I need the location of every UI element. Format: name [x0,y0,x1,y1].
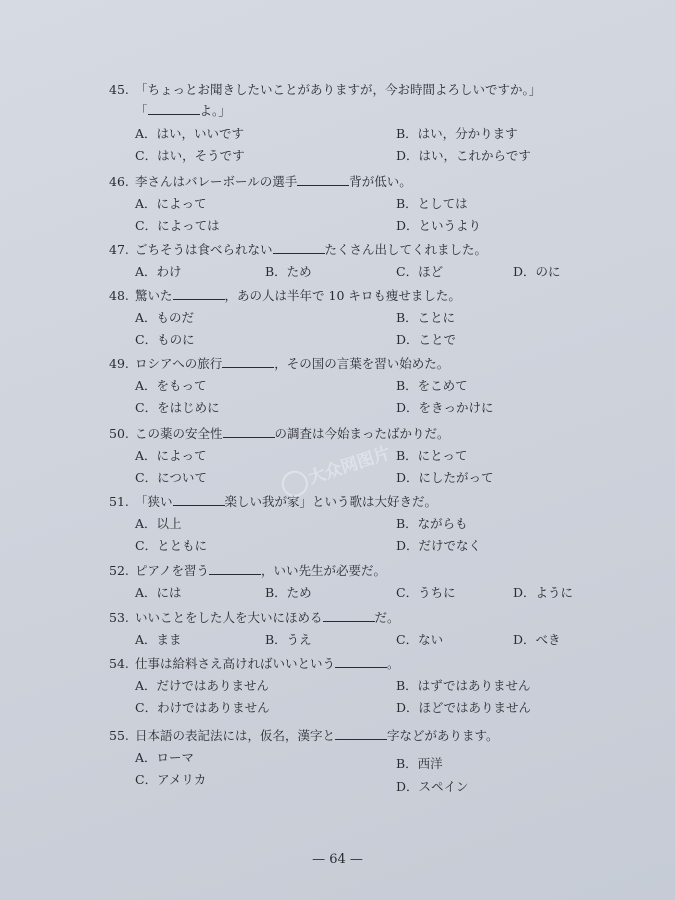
question-54 [109,654,645,718]
option-c: C．はい，そうです [135,148,245,163]
option-c: C．うちに [396,585,456,600]
answer-blank [209,562,261,575]
question-number: 53. [109,610,129,625]
answer-blank [223,425,275,438]
option-c: C．ない [396,632,444,647]
question-49 [109,354,645,418]
option-a: A．まま [135,632,182,647]
options-row [109,306,645,328]
option-d: D．にしたがって [396,470,494,485]
question-number: 54. [109,656,129,671]
question-stem-continuation: 「 よ。」 [135,103,231,118]
question-stem: 50. この薬の安全性 の調査は今始まったばかりだ。 [109,424,645,444]
options-row [109,122,645,144]
answer-blank [323,609,375,622]
question-45 [109,80,645,166]
question-47 [109,240,645,282]
option-b: B．ため [265,585,312,600]
option-c: C．ものに [135,332,195,347]
question-55 [109,726,645,794]
option-d: D．のに [513,264,561,279]
options-row [109,696,645,718]
option-a: A．ローマ [135,750,195,765]
option-c: C．について [135,470,207,485]
option-b: B．ながらも [396,516,468,531]
question-number: 46. [109,174,129,189]
option-c: C．アメリカ [135,772,207,787]
option-b: B．ため [265,264,312,279]
option-a: A．をもって [135,378,207,393]
option-b: B．にとって [396,448,468,463]
question-stem: 48. 驚いた ，あの人は半年で 10 キロも痩せました。 [109,286,645,306]
options-row [109,396,645,418]
option-d: D．はい，これからです [396,148,531,163]
question-number: 48. [109,288,129,303]
option-a: A．以上 [135,516,182,531]
option-b: B．うえ [265,632,312,647]
question-number: 51. [109,494,129,509]
question-stem: 46. 李さんはバレーボールの選手 背が低い。 [109,172,645,192]
question-number: 45. [109,82,129,97]
question-stem: 47. ごちそうは食べられない たくさん出してくれました。 [109,240,645,260]
option-c: C．によっては [135,218,220,233]
question-stem: 54. 仕事は給料さえ高ければいいという 。 [109,654,645,674]
option-c: C．わけではありません [135,700,270,715]
option-a: A．には [135,585,182,600]
options-row [109,628,645,650]
answer-blank [297,173,349,186]
option-b: B．をこめて [396,378,468,393]
option-d: D．スペイン [396,779,469,794]
option-c: C．をはじめに [135,400,220,415]
question-52 [109,561,645,603]
page-number: — 64 — [312,852,363,867]
option-b: B．はい，分かります [396,126,518,141]
options-row [109,144,645,166]
answer-blank [335,655,387,668]
options-row [109,581,645,603]
options-row [109,192,645,214]
options-row [109,260,645,282]
option-a: A．はい，いいです [135,126,245,141]
answer-blank [148,102,200,115]
option-b: B．西洋 [396,756,443,771]
option-b: B．ことに [396,310,456,325]
option-d: D．ように [513,585,574,600]
options-row [109,534,645,556]
question-number: 47. [109,242,129,257]
options-row [109,214,645,236]
options-row [109,328,645,350]
question-number: 52. [109,563,129,578]
option-c: C．ほど [396,264,444,279]
answer-blank [335,727,387,740]
question-51 [109,492,645,556]
option-a: A．によって [135,448,207,463]
option-d: D．べき [513,632,561,647]
option-a: A．だけではありません [135,678,270,693]
options-row [109,374,645,396]
option-d: D．だけでなく [396,538,482,553]
option-d: D．ほどではありません [396,700,532,715]
option-d: D．ことで [396,332,457,347]
option-b: B．はずではありません [396,678,531,693]
option-b: B．としては [396,196,468,211]
options-row [109,746,645,771]
question-stem: 52. ピアノを習う ，いい先生が必要だ。 [109,561,645,581]
question-stem: 51. 「狭い 楽しい我が家」という歌は大好きだ。 [109,492,645,512]
answer-blank [222,355,274,368]
watermark-text: 大众网图片 [306,443,394,489]
option-c: C．とともに [135,538,208,553]
answer-blank [173,493,225,506]
question-46 [109,172,645,236]
options-row [109,512,645,534]
options-row [109,674,645,696]
option-d: D．というより [396,218,482,233]
answer-blank [273,241,325,254]
answer-blank [173,287,225,300]
question-stem: 45. 「ちょっとお聞きしたいことがありますが，今お時間よろしいですか。」 [109,80,645,100]
question-stem: 49. ロシアへの旅行 ，その国の言葉を習い始めた。 [109,354,645,374]
question-number: 49. [109,356,129,371]
question-number: 55. [109,728,129,743]
options-row [109,768,645,794]
question-stem: 55. 日本語の表記法には，仮名，漢字と 字などがあります。 [109,726,645,746]
question-stem: 53. いいことをした人を大いにほめる だ。 [109,608,645,628]
question-48 [109,286,645,350]
question-53 [109,608,645,650]
option-a: A．によって [135,196,207,211]
option-a: A．ものだ [135,310,195,325]
option-a: A．わけ [135,264,182,279]
option-d: D．をきっかけに [396,400,494,415]
question-number: 50. [109,426,129,441]
